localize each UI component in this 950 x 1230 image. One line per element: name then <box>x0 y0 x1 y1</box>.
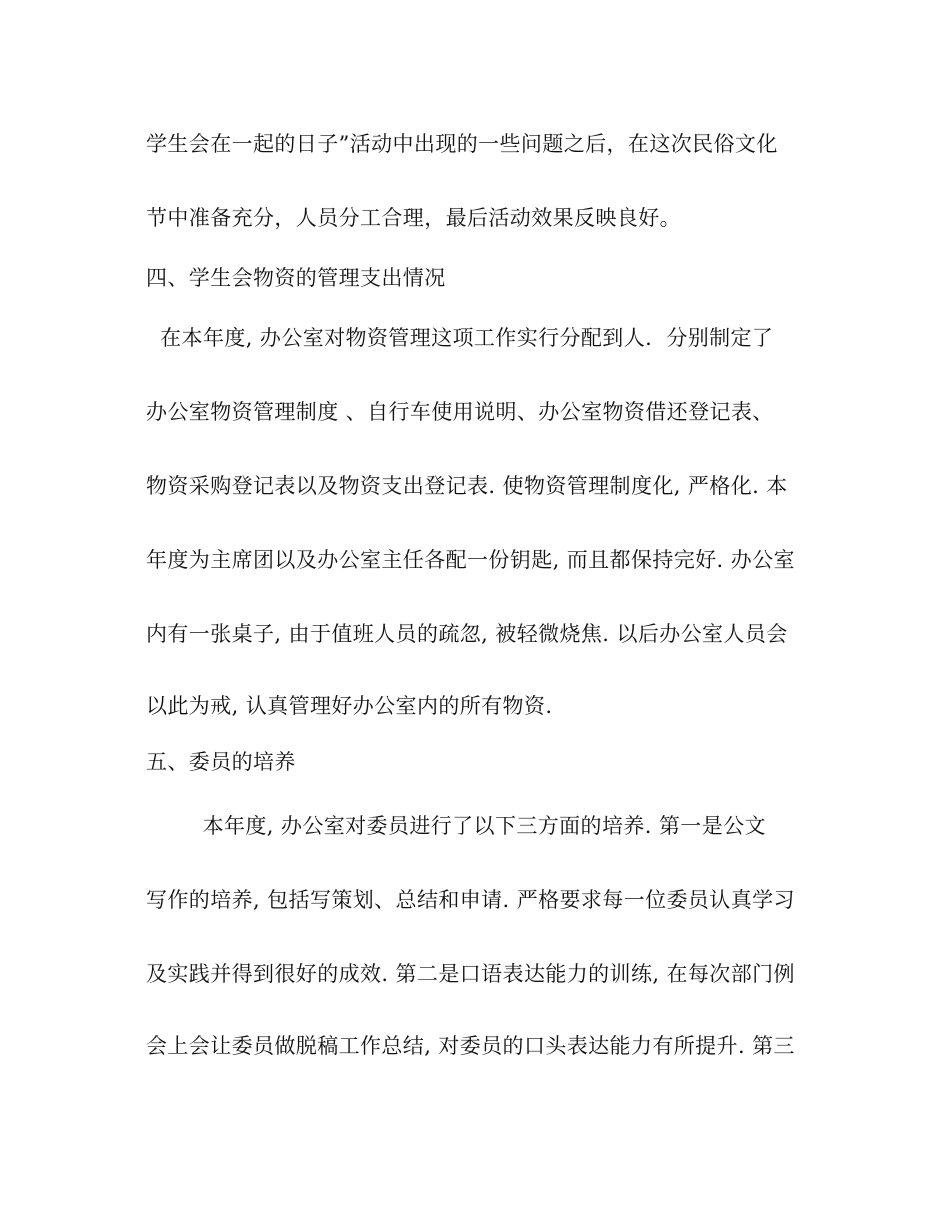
text-line: 年度为主席团以及办公室主任各配一份钥匙, 而且都保持完好. 办公室 <box>146 548 795 572</box>
section-heading: 四、学生会物资的管理支出情况 <box>146 266 446 290</box>
text-line: 以此为戒, 认真管理好办公室内的所有物资. <box>146 694 553 718</box>
text-line: 学生会在一起的日子”活动中出现的一些问题之后，在这次民俗文化 <box>146 132 778 156</box>
text-line: 写作的培养, 包括写策划、总结和申请. 严格要求每一位委员认真学习 <box>146 888 795 912</box>
text-line: 办公室物资管理制度 、自行车使用说明、办公室物资借还登记表、 <box>146 400 774 424</box>
text-line: 物资采购登记表以及物资支出登记表. 使物资管理制度化, 严格化. 本 <box>146 474 788 498</box>
text-line: 本年度, 办公室对委员进行了以下三方面的培养. 第一是公文 <box>146 814 766 838</box>
text-line: 内有一张桌子, 由于值班人员的疏忽, 被轻微烧焦. 以后办公室人员会 <box>146 622 788 646</box>
text-line: 在本年度, 办公室对物资管理这项工作实行分配到人. 分别制定了 <box>146 326 774 350</box>
text-line: 节中准备充分，人员分工合理，最后活动效果反映良好。 <box>146 206 681 230</box>
section-heading: 五、委员的培养 <box>146 750 296 774</box>
text-line: 会上会让委员做脱稿工作总结, 对委员的口头表达能力有所提升. 第三 <box>146 1034 795 1058</box>
text-line: 及实践并得到很好的成效. 第二是口语表达能力的训练, 在每次部门例 <box>146 962 795 986</box>
